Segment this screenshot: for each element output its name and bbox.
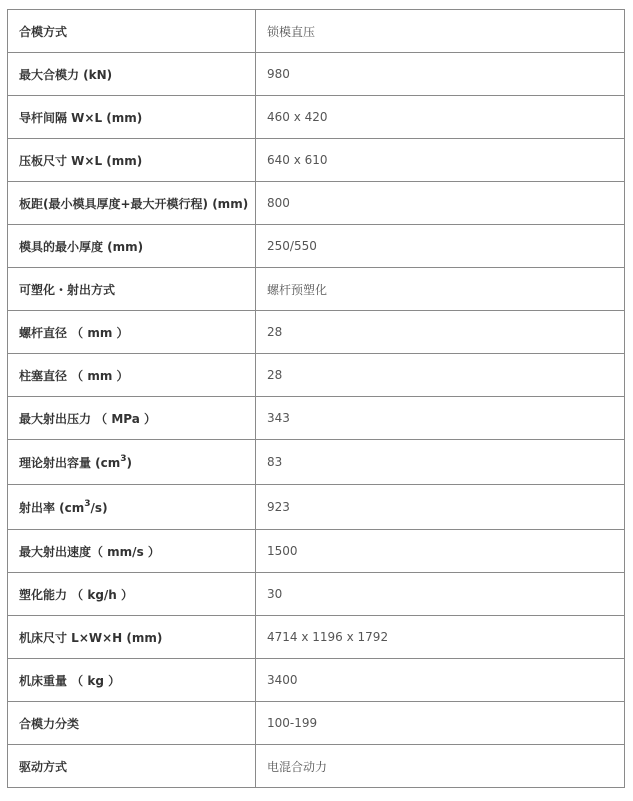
table-row [8, 745, 625, 788]
table-row [8, 530, 625, 573]
superscript: 3 [84, 498, 91, 509]
table-row [8, 96, 625, 139]
label-text: /s) [90, 500, 108, 515]
row-label: 压板尺寸 W×L (mm) [8, 139, 256, 182]
table-row [8, 573, 625, 616]
row-value: 螺杆预塑化 [256, 268, 625, 311]
row-value: 30 [256, 573, 625, 616]
row-label: 驱动方式 [8, 745, 256, 788]
row-value: 电混合动力 [256, 745, 625, 788]
row-label: 板距(最小模具厚度+最大开模行程) (mm) [8, 182, 256, 225]
row-label: 最大合模力 (kN) [8, 53, 256, 96]
row-value: 980 [256, 53, 625, 96]
row-value: 83 [256, 440, 625, 485]
row-label: 导杆间隔 W×L (mm) [8, 96, 256, 139]
label-text: ) [126, 455, 133, 470]
table-row [8, 225, 625, 268]
row-label: 塑化能力 （ kg/h ） [8, 573, 256, 616]
row-label: 模具的最小厚度 (mm) [8, 225, 256, 268]
row-value: 28 [256, 311, 625, 354]
row-value: 1500 [256, 530, 625, 573]
row-value: 923 [256, 485, 625, 530]
table-row [8, 616, 625, 659]
row-value: 4714 x 1196 x 1792 [256, 616, 625, 659]
row-value: 28 [256, 354, 625, 397]
label-text: 射出率 (cm [19, 500, 85, 515]
row-value: 锁模直压 [256, 10, 625, 53]
table-row [8, 440, 625, 485]
row-value: 250/550 [256, 225, 625, 268]
row-label: 柱塞直径 （ mm ） [8, 354, 256, 397]
table-row [8, 354, 625, 397]
table-row [8, 53, 625, 96]
row-label: 可塑化・射出方式 [8, 268, 256, 311]
row-label: 机床尺寸 L×W×H (mm) [8, 616, 256, 659]
row-label: 合模力分类 [8, 702, 256, 745]
row-value: 3400 [256, 659, 625, 702]
superscript: 3 [120, 453, 127, 464]
row-value: 640 x 610 [256, 139, 625, 182]
table-row [8, 182, 625, 225]
table-row [8, 659, 625, 702]
row-value: 100-199 [256, 702, 625, 745]
row-label [8, 440, 256, 485]
row-value: 460 x 420 [256, 96, 625, 139]
table-row [8, 10, 625, 53]
row-label: 最大射出速度（ mm/s ） [8, 530, 256, 573]
spec-table [7, 9, 625, 788]
table-row [8, 268, 625, 311]
table-row [8, 139, 625, 182]
table-row [8, 485, 625, 530]
row-label: 合模方式 [8, 10, 256, 53]
row-label: 螺杆直径 （ mm ） [8, 311, 256, 354]
label-text: 理论射出容量 (cm [19, 455, 121, 470]
row-label: 最大射出压力 （ MPa ） [8, 397, 256, 440]
row-value: 343 [256, 397, 625, 440]
table-row [8, 702, 625, 745]
row-label [8, 485, 256, 530]
table-row [8, 397, 625, 440]
table-row [8, 311, 625, 354]
row-label: 机床重量 （ kg ） [8, 659, 256, 702]
row-value: 800 [256, 182, 625, 225]
